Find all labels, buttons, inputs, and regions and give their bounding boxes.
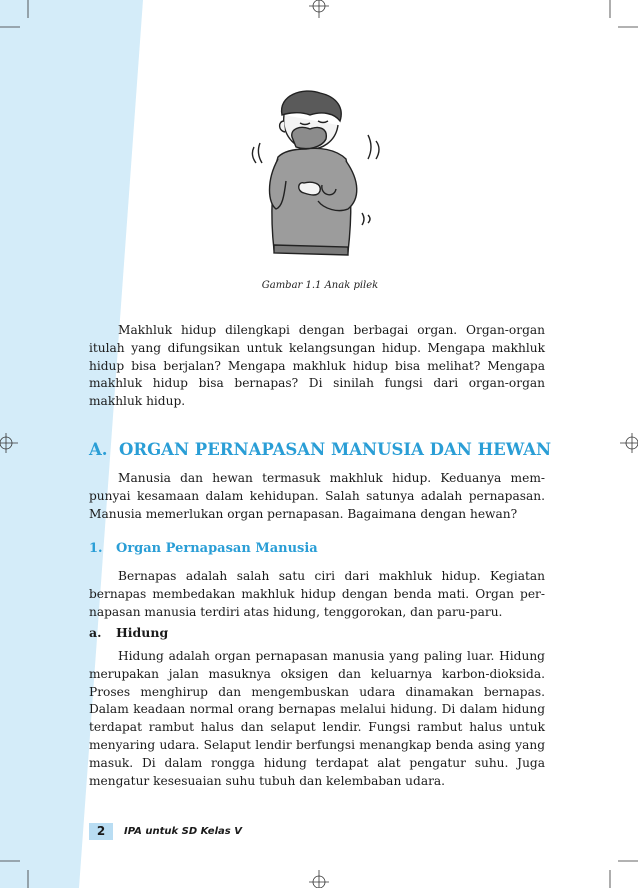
page-number: 2 [89, 823, 113, 840]
subsection-1-heading [89, 541, 318, 556]
section-a-title: ORGAN PERNAPASAN MANUSIA DAN HEWAN [119, 440, 552, 459]
subsection-a-paragraph-text: Hidung adalah organ pernapasan manusia yang paling luar. Hidung merupakan jalan masuknya oksigen dan keluarnya karbon-dioksida. Proses menghirup dan mengembuskan udara dinamakan bernapas. Dalam keadaan normal orang bernapas melalui hidung. Di dalam hidung terdapat rambut halus dan selaput lendir. Fungsi rambut halus untuk menyaring udara. Selaput lendir berfungsi menangkap benda asing yang masuk. Di dalam rongga hidung terdapat alat pengatur suhu. Juga mengatur kesesuaian suhu tubuh dan kelembaban udara. [89, 649, 545, 788]
section-a-paragraph [89, 470, 545, 523]
subsection-a-heading [89, 625, 168, 640]
subsection-1-paragraph-text: Bernapas adalah salah satu ciri dari makhluk hidup. Kegiatan bernapas membedakan makhluk hidup dengan benda mati. Organ per-napasan manusia terdiri atas hidung, tenggorokan, dan paru-paru. [89, 569, 545, 619]
sick-boy-illustration [248, 85, 388, 275]
figure-caption: Gambar 1.1 Anak pilek [261, 280, 379, 291]
subsection-1-title: Organ Pernapasan Manusia [116, 541, 318, 556]
subsection-1-paragraph [89, 568, 545, 621]
subsection-a-number: a. [89, 625, 102, 640]
section-a-number: A. [89, 440, 108, 459]
subsection-1-number: 1. [89, 541, 103, 556]
intro-paragraph [89, 322, 545, 411]
section-a-heading [89, 440, 559, 459]
book-title: IPA untuk SD Kelas V [124, 826, 242, 837]
subsection-a-paragraph [89, 648, 545, 790]
subsection-a-title: Hidung [116, 625, 169, 640]
intro-paragraph-text: Makhluk hidup dilengkapi dengan berbagai organ. Organ-organ itulah yang difungsikan untuk kelangsungan hidup. Mengapa makhluk hidup bisa berjalan? Mengapa makhluk hidup bisa melihat? Mengapa makhluk hidup bisa bernapas? Di sinilah fungsi dari organ-organ makhluk hidup. [89, 323, 545, 409]
section-a-paragraph-text: Manusia dan hewan termasuk makhluk hidup. Keduanya mem-punyai kesamaan dalam kehidupan. Salah satunya adalah pernapasan. Manusia memerlukan organ pernapasan. Bagaimana dengan hewan? [89, 471, 545, 521]
